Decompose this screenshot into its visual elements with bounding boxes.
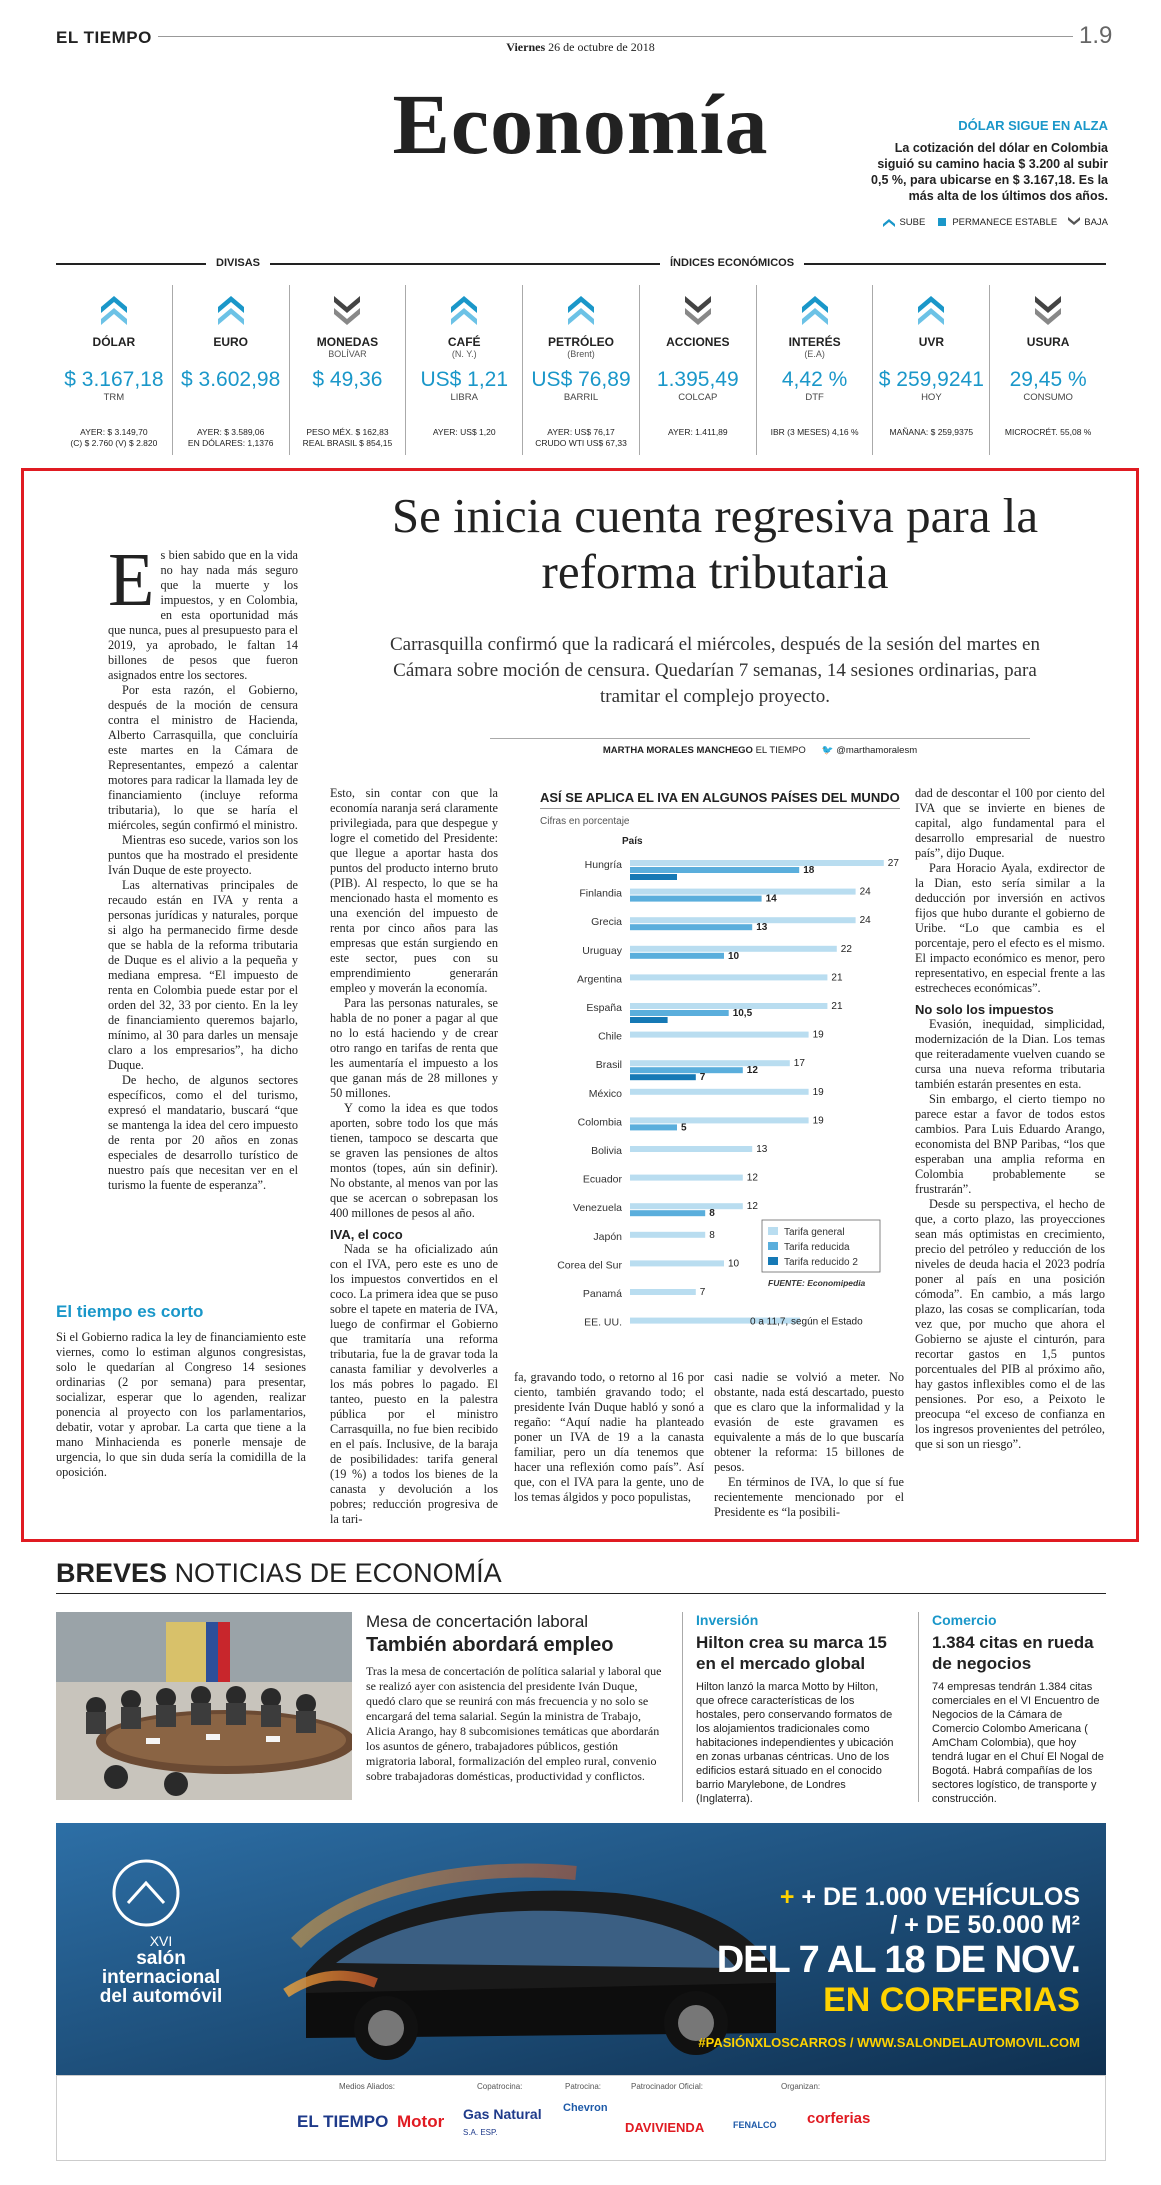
ad-line-2: / + DE 50.000 M²: [890, 1911, 1080, 1939]
trend-icon: [757, 291, 873, 327]
indicator-name: USURA: [1026, 335, 1070, 349]
bar-0: [630, 1032, 809, 1038]
indicator-foot: AYER: US$ 1,20: [432, 427, 496, 437]
ad-sponsors: Medios Aliados: Copatrocina: Patrocina: Patrocinador Oficial: Organizan: EL TIEMPO Motor Gas Natural S.A. ESP. Chevron DAVIVIENDA FENALCO corferias: [56, 2075, 1106, 2161]
chevron-down-icon: [332, 293, 362, 327]
bar-0: [630, 1203, 743, 1209]
trend-icon: [990, 291, 1106, 327]
indicator-name: DÓLAR: [92, 335, 136, 349]
indicator-value: 4,42 %: [781, 368, 848, 391]
legend-swatch: [768, 1257, 778, 1265]
category-label: Venezuela: [572, 1202, 622, 1215]
dolar-box-title: DÓLAR SIGUE EN ALZA: [958, 118, 1108, 133]
category-label: Corea del Sur: [557, 1259, 622, 1272]
brief-2-body: Hilton lanzó la marca Motto by Hilton, que ofrece características de los hostales, pero conservando formatos de los alojamientos tradicionales como habitaciones independientes y ubicación en zonas urbanas céntricas. Uno de los edificios estará situado en el conocido barrio Marylebone, de Londres (Inglaterra).: [696, 1681, 894, 1805]
article-headline: Se inicia cuenta regresiva para la reforma tributaria: [391, 488, 1039, 599]
data-label: 5: [681, 1122, 687, 1134]
chart-category-label: País: [622, 836, 643, 847]
bar-1: [630, 1067, 743, 1073]
chevron-up-icon: [882, 215, 896, 229]
bar-0: [630, 1089, 809, 1095]
indicator-name: PETRÓLEO: [548, 335, 615, 349]
data-label: 21: [831, 1001, 843, 1012]
data-label: 13: [756, 1144, 768, 1155]
indicator-unit: HOY: [921, 392, 942, 403]
legend-stable: PERMANECE ESTABLE: [935, 215, 1057, 229]
trend-icon: [173, 291, 289, 327]
brief-3-kicker: Comercio: [932, 1612, 997, 1628]
section-title: Economía: [392, 76, 769, 172]
bar-1: [630, 1124, 677, 1130]
chevron-up-icon: [449, 293, 479, 327]
bar-0: [630, 1260, 724, 1266]
category-label: Japón: [593, 1230, 622, 1243]
header-rule: [56, 36, 1106, 37]
paragraph: Mientras eso sucede, varios son los puntos que ha mostrado el presidente Iván Duque de este proyecto.: [108, 833, 298, 877]
indicator-7: [872, 285, 989, 455]
bar-1: [630, 924, 752, 930]
data-label: 24: [859, 915, 871, 927]
bar-0: [630, 1117, 809, 1123]
trend-icon: [56, 291, 172, 327]
indicator-foot: PESO MÉX. $ 162,83 REAL BRASIL $ 854,15: [302, 427, 393, 448]
paragraph: Nada se ha oficializado aún con el IVA, pero este es uno de los impuestos convertidos en el coco. La primera idea que se puso sobre el tapete en materia de IVA, luego de confirmar el Gobierno que tramitaría una reforma tributaria, fue la de gravar toda la canasta familiar y devolverles a los más pobres lo pagado. El tanteo, puesto en la palestra pública por el ministro Carrasquilla, no fue bien recibido en el país. Inclusive, de la baraja de posibilidades: tarifa general (19 %) a todos los bienes de la canasta y devolución a los pobres; reducción progresiva de la tari-: [330, 1242, 498, 1526]
category-label: Brasil: [595, 1059, 622, 1072]
bar-1: [630, 953, 724, 959]
article-column-4: [714, 1370, 904, 1520]
indicator-2: [289, 285, 406, 455]
indicator-value: 29,45 %: [1009, 368, 1087, 391]
bar-0: [630, 1146, 752, 1152]
indicator-name: UVR: [918, 335, 945, 349]
category-label: Panamá: [582, 1288, 622, 1300]
indicator-foot: MAÑANA: $ 259,9375: [889, 427, 974, 437]
data-label: 10: [728, 1258, 740, 1270]
chevron-down-icon: [1033, 293, 1063, 327]
chevron-down-icon: [683, 293, 713, 327]
data-label: 14: [765, 893, 777, 905]
byline-twitter[interactable]: 🐦 @marthamoralesm: [821, 745, 918, 756]
chevron-up-icon: [916, 293, 946, 327]
data-label: 10,5: [732, 1008, 753, 1019]
data-label: 17: [793, 1058, 805, 1070]
ad-line-1: + + DE 1.000 VEHÍCULOS: [779, 1883, 1080, 1911]
data-label: 24: [859, 886, 871, 898]
page-number: 1.9: [1073, 22, 1112, 50]
paragraph: Esto, sin contar con que la economía naranja será claramente privilegiada, para que despegue y logre el cometido del Presidente: que llegue a aportar hasta dos puntos del producto interno bruto (PIB). Al respecto, lo que se ha mencionado hasta el momento es una exención del impuesto de renta por cinco años para las empresas que están surgiendo en este sector, pues con su emprendimiento generarán empleo y moverán la economía.: [330, 786, 498, 995]
data-label: 10: [728, 950, 740, 962]
paragraph: De hecho, de algunos sectores específicos, como el del turismo, expresó el mandatario, buscará “que se mantenga la idea del cero impuesto de renta por 20 años en zonas especiales de desarrollo turístico de nuestro país que necesitan ver en el turismo la fuente de esperanza”.: [108, 1073, 298, 1192]
dropcap: E: [108, 538, 155, 622]
indicator-value: US$ 1,21: [420, 368, 509, 391]
article-column-3: [514, 1370, 704, 1505]
legend-swatch: [768, 1242, 778, 1250]
data-label: 19: [812, 1029, 824, 1041]
indicator-foot: AYER: $ 3.149,70 (C) $ 2.760 (V) $ 2.820: [70, 427, 158, 448]
divider: [682, 1612, 683, 1802]
indicator-sub: (N. Y.): [451, 349, 477, 359]
subhead: IVA, el coco: [330, 1227, 403, 1242]
bar-0: [630, 1060, 790, 1066]
indicator-sub: [990, 349, 1106, 360]
ad-line-4: EN CORFERIAS: [823, 1981, 1080, 2019]
article-column-5: [915, 786, 1105, 1452]
bar-0: [630, 1289, 696, 1295]
fenalco-logo: FENALCO: [733, 2120, 777, 2130]
chevron-down-icon: [1067, 215, 1081, 229]
chevron-up-icon: [800, 293, 830, 327]
breves-rule: [56, 1593, 1106, 1594]
indicator-sub: (E.A): [804, 349, 825, 359]
data-label: 12: [746, 1172, 758, 1184]
category-label: Argentina: [577, 973, 622, 986]
indicator-value: $ 259,9241: [878, 368, 984, 391]
indicator-sub: (Brent): [567, 349, 595, 359]
chevron-up-icon: [566, 293, 596, 327]
paragraph: casi nadie se volvió a meter. No obstante, nada está descartado, puesto que es claro que la informalidad y la evasión de este gravamen es equivalente a más de lo que buscaría obtener la reforma: 15 billones de pesos.: [714, 1370, 904, 1474]
indicator-name: EURO: [213, 335, 248, 349]
ad-hashtag: #PASIÓNXLOSCARROS / WWW.SALONDELAUTOMOVIL.COM: [698, 2035, 1080, 2050]
ad-show-name: XVI salón internacional del automóvil: [99, 1933, 223, 2007]
date-day: Viernes: [506, 40, 546, 54]
chevron-logo: Chevron: [563, 2102, 608, 2114]
indicator-5: [639, 285, 756, 455]
indicator-value: 1.395,49: [656, 368, 739, 391]
indices-label: ÍNDICES ECONÓMICOS: [660, 257, 804, 269]
paragraph: Las alternativas principales de recaudo están en IVA y renta a personas jurídicas y naturales, porque si algo ha permanecido firme desde que se habla de la reforma tributaria de Duque es el alivio a la pequeña y mediana empresa. “El impuesto de renta en Colombia puede estar por el orden del 32, 33 por ciento. En la ley de financiamiento queremos bajarlo, mínimo, al 30 para darles un mensaje claro a los empresarios”, ha dicho Duque.: [108, 878, 298, 1072]
bar-1: [630, 867, 799, 873]
paragraph: dad de descontar el 100 por ciento del IVA que se invierte en bienes de capital, algo fundamental para el desarrollo empresarial de nuestro país”, dijo Duque.: [915, 786, 1105, 860]
article-column-2: [330, 786, 498, 1527]
corferias-logo: corferias: [807, 2110, 871, 2127]
chart-title: ASÍ SE APLICA EL IVA EN ALGUNOS PAÍSES DEL MUNDO: [540, 790, 900, 809]
brief-2-title: Hilton crea su marca 15 en el mercado global: [696, 1633, 887, 1673]
trend-icon: [873, 291, 989, 327]
category-label: Chile: [598, 1030, 622, 1043]
davivienda-logo: DAVIVIENDA: [625, 2120, 705, 2135]
paragraph: Para las personas naturales, se habla de no poner a pagar al que no lo está haciendo y de crear otro rango en tarifas de renta que les aumentaría el impuesto a los que ganan más de 28 millones y 50 millones.: [330, 996, 498, 1100]
indicator-0: [56, 285, 172, 455]
newspaper-name: EL TIEMPO: [56, 28, 158, 48]
data-label: 7: [699, 1072, 706, 1084]
trend-icon: [290, 291, 406, 327]
indicator-value: $ 49,36: [312, 368, 383, 391]
bar-0: [630, 1175, 743, 1181]
indicator-sub: BOLÍVAR: [328, 349, 367, 359]
indicator-value: $ 3.167,18: [64, 368, 164, 391]
brief-1-kicker: Mesa de concertación laboral: [366, 1612, 589, 1631]
date-rest: 26 de octubre de 2018: [548, 40, 655, 54]
indicator-value: US$ 76,89: [531, 368, 631, 391]
bar-0: [630, 860, 884, 866]
trend-legend: [868, 215, 1108, 229]
data-label: 8: [709, 1229, 715, 1241]
legend-label: Tarifa reducida: [784, 1242, 850, 1253]
indicator-foot: AYER: $ 3.589,06 EN DÓLARES: 1,1376: [187, 427, 274, 448]
breves-heading: BREVES NOTICIAS DE ECONOMÍA: [56, 1558, 502, 1588]
data-label: 12: [746, 1201, 758, 1213]
indicator-value: $ 3.602,98: [181, 368, 281, 391]
indicator-sub: [173, 349, 289, 360]
brief-1-title: También abordará empleo: [366, 1634, 614, 1656]
data-label: 19: [812, 1115, 824, 1127]
bar-2: [630, 874, 677, 880]
bar-1: [630, 1210, 705, 1216]
legend-down: BAJA: [1067, 215, 1108, 229]
chart-source: FUENTE: Economipedia: [768, 1278, 866, 1288]
data-label: 12: [746, 1065, 758, 1077]
sidebar-title: El tiempo es corto: [56, 1302, 204, 1321]
indicator-unit: LIBRA: [450, 392, 478, 403]
data-label: 22: [840, 943, 852, 955]
indicators-row: [56, 285, 1106, 455]
indicator-foot: IBR (3 MESES) 4,16 %: [770, 427, 859, 437]
paragraph: Por esta razón, el Gobierno, después de la moción de censura contra el ministro de Hacienda, Alberto Carrasquilla, que concluiría este martes en la Cámara de Representantes, empezó a calentar motores para radicar la llamada ley de financiamiento (incluye reforma tributaria), lo que se haría el miércoles, según confirmó el ministro.: [108, 683, 298, 832]
ad-line-3: DEL 7 AL 18 DE NOV.: [716, 1939, 1080, 1981]
indicator-unit: COLCAP: [678, 392, 718, 403]
indicator-name: INTERÉS: [788, 335, 841, 349]
paragraph: Desde su perspectiva, el hecho de que, a corto plazo, las proyecciones sean más optimistas en crecimiento, precio del petróleo y reducción de los niveles de deuda hacia el 2023 podría poner al país en una posición cómoda”. En cambio, a más largo plazo, las cosas se complicarían, toda vez que, por mucho que ahora el Gobierno se ajuste el cinturón, para recortar gastos en 1,5 puntos porcentuales del PIB al próximo año, hay gastos inflexibles como el de las pensiones. Por eso, a Peixoto le preocupa “el exceso de confianza en los ingresos provenientes del petróleo, que si son un riesgo”.: [915, 1197, 1105, 1451]
indicator-unit: CONSUMO: [1023, 392, 1073, 403]
bar-0: [630, 917, 856, 923]
bar-0: [630, 1003, 827, 1009]
trend-icon: [406, 291, 522, 327]
auto-show-ad[interactable]: [56, 1823, 1106, 2075]
legend-label: Tarifa reducido 2: [784, 1257, 858, 1268]
category-label: Bolivia: [591, 1145, 622, 1157]
paragraph: Y como la idea es que todos aporten, sobre todo los que más tienen, tampoco se descarta que se graven las pensiones de altos montos (topes, aún sin definir). No obstante, al menos van por las que se acercan o sobrepasan los 400 millones de pesos al año.: [330, 1101, 498, 1220]
data-label: 8: [709, 1208, 715, 1220]
indicator-3: [405, 285, 522, 455]
article-deck: Carrasquilla confirmó que la radicará el miércoles, después de la sesión del martes en Cámara sobre moción de censura. Quedarían 7 semanas, 14 sesiones ordinarias, para tramitar el complejo proyecto.: [390, 634, 1040, 707]
paragraph: Para Horacio Ayala, exdirector de la Dian, esto sería similar a la deducción por inversión en activos fijos que hubo durante el gobierno de Uribe. “Lo que cambia es el porcentaje, pero el efecto es el mismo. El impacto económico es menor, pero representativo, en especial frente a las estrecheces económicas”.: [915, 861, 1105, 995]
square-icon: [935, 215, 949, 229]
indicator-6: [756, 285, 873, 455]
indicator-name: ACCIONES: [666, 335, 730, 349]
chevron-up-icon: [216, 293, 246, 327]
data-label: 7: [699, 1287, 706, 1298]
indicator-name: CAFÉ: [447, 335, 481, 349]
trend-icon: [523, 291, 639, 327]
paragraph: Evasión, inequidad, simplicidad, modernización de la Dian. Los temas que reiteradamente vuelven cuando se cursa una nueva reforma tributaria también estarán presentes en esta.: [915, 1017, 1105, 1091]
brief-3-body: 74 empresas tendrán 1.384 citas comerciales en el VI Encuentro de Negocios de la Cámara de Comercio Colombo Americana ( AmCham Colombia), que hoy tendrá lugar en el Chuí El Nogal de Bogotá. Habrá compañías de los sectores logístico, de transporte y construcción.: [932, 1681, 1104, 1805]
bar-2: [630, 1017, 668, 1023]
data-label: 27: [887, 858, 899, 869]
data-label: 13: [756, 922, 768, 934]
legend-swatch: [768, 1227, 778, 1235]
chart-subtitle: Cifras en porcentaje: [540, 816, 630, 827]
legend-up: SUBE: [882, 215, 925, 229]
article-column-1: [108, 538, 298, 1193]
issue-date: [0, 40, 1161, 55]
indicator-name: MONEDAS: [316, 335, 379, 349]
bar-0: [630, 1232, 705, 1238]
divisas-label: DIVISAS: [206, 257, 270, 269]
category-label: Hungría: [584, 859, 622, 871]
data-label: 0 a 11,7, según el Estado: [750, 1316, 863, 1328]
indicator-sub: [640, 349, 756, 360]
indicator-sub: [56, 349, 172, 360]
paragraph: Sin embargo, el cierto tiempo no parece estar a favor de todos estos cambios. Para Luis Eduardo Arango, economista del BNP Paribas, “los que esperaban una amplia reforma en Colombia probablemente se frustrarán”.: [915, 1092, 1105, 1196]
eltiempo-logo: EL TIEMPO: [297, 2112, 389, 2131]
category-label: Finlandia: [579, 887, 622, 900]
paragraph: En términos de IVA, lo que sí fue recientemente mencionado por el Presidente es “la posibili-: [714, 1475, 904, 1519]
paragraph: s bien sabido que en la vida no hay nada más seguro que la muerte y los impuestos, y en Colombia, en esta oportunidad más que nunca, pues al presupuesto para el 2019, ya aprobado, le faltan 14 billones de pesos que fueron asignados entre los sectores.: [108, 548, 298, 682]
iva-chart: [530, 840, 910, 1345]
category-label: EE. UU.: [584, 1316, 622, 1329]
indicator-4: [522, 285, 639, 455]
indicator-foot: AYER: 1.411,89: [667, 427, 728, 437]
category-label: México: [588, 1087, 622, 1100]
legend-label: Tarifa general: [784, 1227, 845, 1238]
trend-icon: [640, 291, 756, 327]
indicator-foot: MICROCRÉT. 55,08 %: [1004, 427, 1092, 437]
data-label: 21: [831, 972, 843, 984]
byline-author: MARTHA MORALES MANCHEGO EL TIEMPO: [602, 745, 806, 756]
paragraph: fa, gravando todo, o retorno al 16 por ciento, también gravando todo; el presidente Iván Duque habló y sonó a regaño: “Aquí nadie ha planteado poner un IVA de 19 a la canasta familiar, pero un día tenemos que hacer una reflexión como país”. Así que, con el IVA para la gente, uno de los temas álgidos y poco populistas,: [514, 1370, 704, 1504]
dolar-box-body: La cotización del dólar en Colombia siguió su camino hacia $ 3.200 al subir 0,5 %, para ubicarse en $ 3.167,18. Es la más alta de los últimos dos años.: [871, 141, 1108, 203]
bar-0: [630, 974, 827, 980]
indicator-foot: AYER: US$ 76,17 CRUDO WTI US$ 67,33: [535, 427, 627, 448]
category-label: Ecuador: [582, 1173, 622, 1186]
indicator-unit: TRM: [103, 392, 125, 403]
brief-1-body: Tras la mesa de concertación de política salarial y laboral que se realizó ayer con asistencia del presidente Iván Duque, quedó claro que se reunirá con más frecuencia y no solo se encargará del tema salarial. Según la ministra de Trabajo, Alicia Arango, hay 8 subcomisiones temáticas que abordarán los asuntos de género, trabajadores públicos, gestión migratoria laboral, formalización del empleo rural, convenio sobre trabajadoras domésticas, productividad y conflictos.: [366, 1664, 662, 1783]
bar-1: [630, 896, 762, 902]
divider: [918, 1612, 919, 1802]
indicator-unit: DTF: [805, 392, 824, 403]
category-label: España: [586, 1002, 622, 1014]
data-label: 18: [803, 865, 815, 876]
meeting-photo: [56, 1612, 352, 1800]
brief-2-kicker: Inversión: [696, 1612, 759, 1628]
category-label: Uruguay: [582, 944, 622, 957]
indicator-sub: [873, 349, 989, 360]
motor-logo: Motor: [397, 2112, 445, 2131]
sidebar-body: Si el Gobierno radica la ley de financiamiento este viernes, como lo estiman algunos congresistas, solo le quedarían al Congreso 14 sesiones ordinarias (2 por semana) para presentar, socializar, esperar que lo agenden, realizar ponencia al proyecto con los parlamentarios, debatir, votar y aprobar. La carta que tiene a la mano Minhacienda es ponerle mensaje de urgencia, lo que sin duda sería la comidilla de la oposición.: [56, 1330, 306, 1479]
indicator-unit: BARRIL: [563, 392, 599, 403]
category-label: Colombia: [577, 1116, 622, 1129]
indicator-1: [172, 285, 289, 455]
chevron-up-icon: [99, 293, 129, 327]
bar-2: [630, 1074, 696, 1080]
category-label: Grecia: [591, 916, 622, 929]
data-label: 19: [812, 1086, 824, 1098]
indicator-8: [989, 285, 1106, 455]
gasnatural-logo: Gas Natural S.A. ESP.: [463, 2106, 542, 2137]
bar-1: [630, 1010, 729, 1016]
byline: [490, 738, 1030, 756]
bar-0: [630, 889, 856, 895]
brief-3-title: 1.384 citas en rueda de negocios: [932, 1633, 1094, 1673]
subhead: No solo los impuestos: [915, 1002, 1054, 1017]
